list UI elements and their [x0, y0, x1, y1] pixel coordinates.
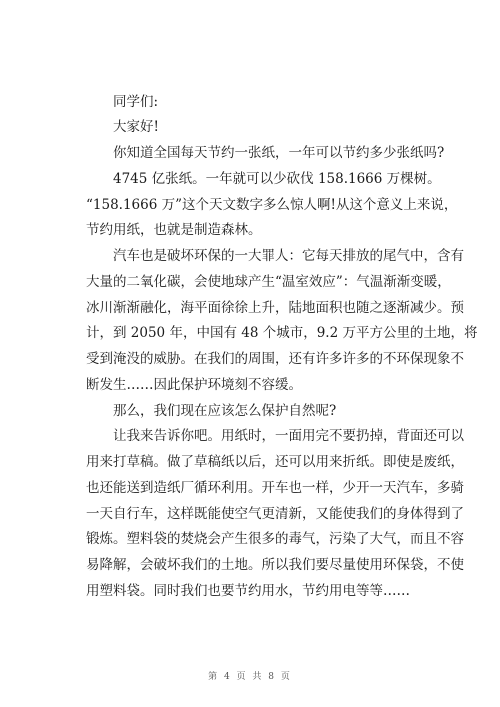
- paragraph-line: 你知道全国每天节约一张纸，一年可以节约多少张纸吗?: [113, 145, 445, 161]
- paragraph-line: “158.1666 万”这个天文数字多么惊人啊!从这个意义上来说，: [86, 197, 458, 213]
- paragraph-line: 易降解，会破坏我们的土地。所以我们要尽量使用环保袋，不使: [86, 557, 464, 573]
- paragraph-line: 那么，我们现在应该怎么保护自然呢?: [113, 403, 337, 419]
- paragraph-line: 4745 亿张纸。一年就可以少砍伐 158.1666 万棵树。: [113, 171, 441, 187]
- paragraph-line: 汽车也是破坏环保的一大罪人：它每天排放的尾气中，含有: [113, 248, 464, 264]
- paragraph-line: 断发生……因此保护环境刻不容缓。: [86, 377, 302, 393]
- greeting-line: 同学们:: [113, 94, 159, 110]
- paragraph-line: 大量的二氧化碳，会使地球产生“温室效应”：气温渐渐变暖，: [86, 274, 451, 290]
- paragraph-line: 冰川渐渐融化，海平面徐徐上升，陆地面积也随之逐渐减少。预: [86, 300, 464, 316]
- paragraph-line: 用来打草稿。做了草稿纸以后，还可以用来折纸。即使是废纸，: [86, 454, 464, 470]
- paragraph-line: 受到淹没的威胁。在我们的周围，还有许多许多的不环保现象不: [86, 351, 464, 367]
- paragraph-line: 也还能送到造纸厂循环利用。开车也一样，少开一天汽车，多骑: [86, 480, 464, 496]
- page-number-footer: 第 4 页 共 8 页: [208, 672, 292, 682]
- paragraph-line: 节约用纸，也就是制造森林。: [86, 222, 262, 238]
- paragraph-line: 锻炼。塑料袋的焚烧会产生很多的毒气，污染了大气，而且不容: [86, 531, 464, 547]
- paragraph-line: 让我来告诉你吧。用纸时，一面用完不要扔掉，背面还可以: [113, 428, 464, 444]
- greeting-line: 大家好!: [113, 119, 159, 135]
- paragraph-line: 用塑料袋。同时我们也要节约用水，节约用电等等……: [86, 583, 410, 599]
- paragraph-line: 计，到 2050 年，中国有 48 个城市，9.2 万平方公里的土地，将: [86, 325, 478, 341]
- paragraph-line: 一天自行车，这样既能使空气更清新，又能使我们的身体得到了: [86, 506, 464, 522]
